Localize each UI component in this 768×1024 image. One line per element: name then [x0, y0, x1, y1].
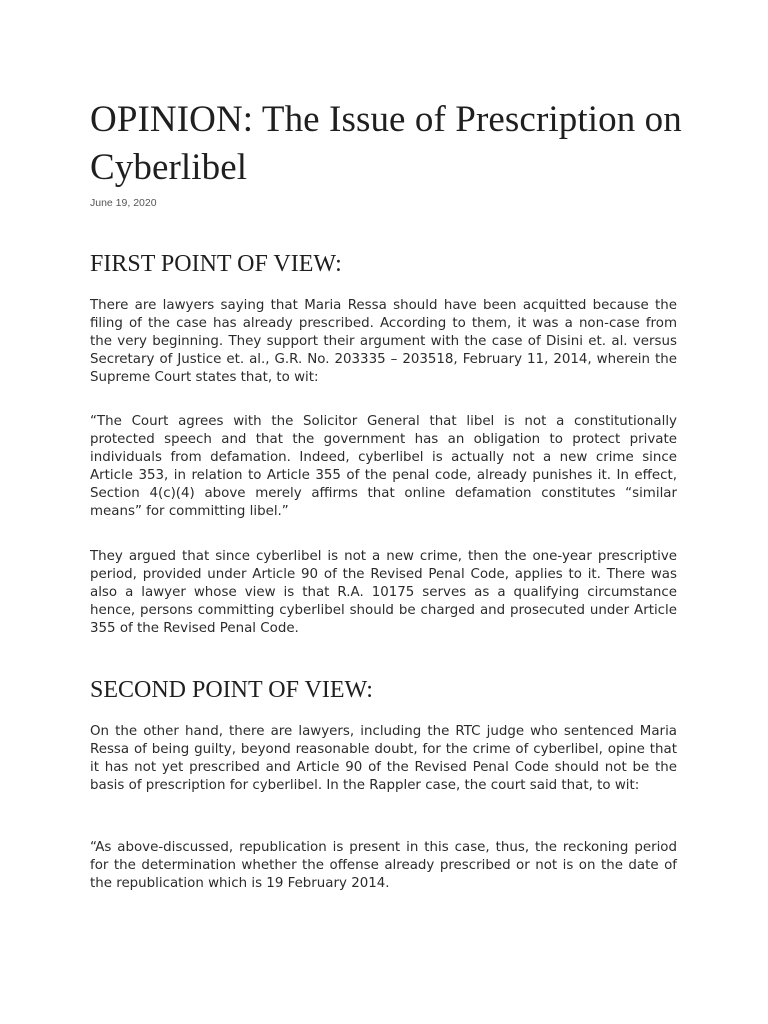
article-date: June 19, 2020	[90, 197, 157, 209]
quote-paragraph: “As above-discussed, republication is present in this case, thus, the reckoning period for the determination whether the offense already prescribed or not is on the date of the republication which is 19 February 2014.	[90, 840, 677, 891]
quote-paragraph: “The Court agrees with the Solicitor General that libel is not a constitutionally protected speech and that the government has an obligation to protect private individuals from defamation. Indeed, cyberlibel is actually not a new crime since Article 353, in relation to Article 355 of the penal code, already punishes it. In effect, Section 4(c)(4) above merely affirms that online defamation constitutes “similar means” for committing libel.”	[90, 414, 677, 519]
paragraph: They argued that since cyberlibel is not a new crime, then the one-year prescriptive period, provided under Article 90 of the Revised Penal Code, applies to it. There was also a lawyer whose view is that R.A. 10175 serves as a qualifying circumstance hence, persons committing cyberlibel should be charged and prosecuted under Article 355 of the Revised Penal Code.	[90, 549, 677, 636]
paragraph: There are lawyers saying that Maria Ressa should have been acquitted because the filing of the case has already prescribed. According to them, it was a non-case from the very beginning. They support their argument with the case of Disini et. al. versus Secretary of Justice et. al., G.R. No. 203335 – 203518, February 11, 2014, wherein the Supreme Court states that, to wit:	[90, 298, 677, 385]
section-heading-first: FIRST POINT OF VIEW:	[90, 251, 342, 277]
paragraph: On the other hand, there are lawyers, including the RTC judge who sentenced Maria Ressa of being guilty, beyond reasonable doubt, for the crime of cyberlibel, opine that it has not yet prescribed and Article 90 of the Revised Penal Code should not be the basis of prescription for cyberlibel. In the Rappler case, the court said that, to wit:	[90, 724, 677, 793]
section-heading-second: SECOND POINT OF VIEW:	[90, 677, 373, 703]
article-title: OPINION: The Issue of Prescription on Cyberlibel	[90, 99, 682, 188]
